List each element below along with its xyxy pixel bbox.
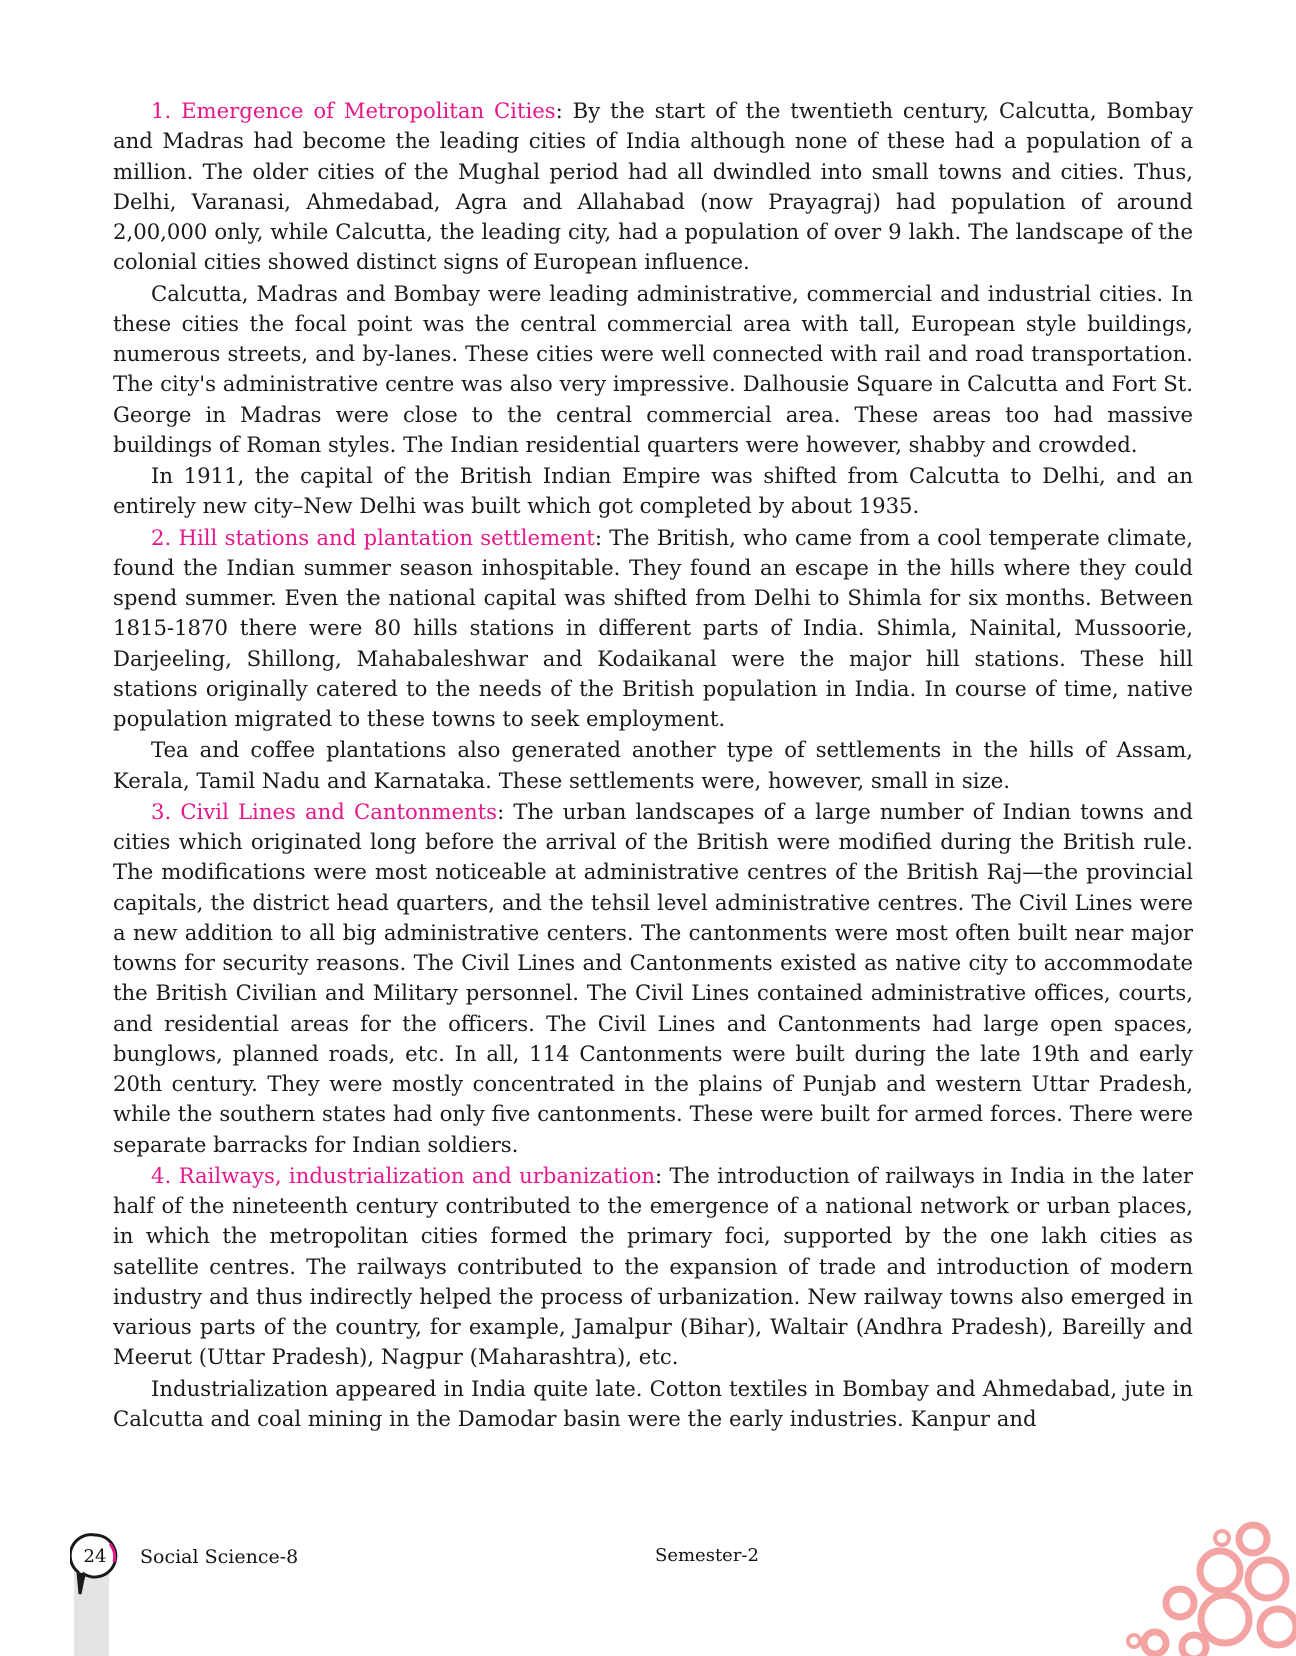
paragraph-6: [113, 797, 1193, 1160]
paragraph-text: Tea and coffee plantations also generated another type of settlements in the hills of Assam, Kerala, Tamil Nadu and Karnataka. These settlements were, however, small in size.: [113, 737, 1193, 793]
paragraph-3: [113, 461, 1193, 522]
section-heading-2: 2. Hill stations and plantation settlement: [151, 524, 595, 550]
section-heading-3: 3. Civil Lines and Cantonments: [151, 798, 498, 824]
paragraph-5: [113, 735, 1193, 796]
paragraph-text: Calcutta, Madras and Bombay were leading administrative, commercial and industrial cities. In these cities the focal point was the central commercial area with tall, European style buildings, numerous streets, and by-lanes. These cities were well connected with rail and road transportation. The city's administrative centre was also very impressive. Dalhousie Square in Calcutta and Fort St. George in Madras were close to the central commercial area. These areas too had massive buildings of Roman styles. The Indian residential quarters were however, shabby and crowded.: [113, 280, 1193, 457]
section-heading-4: 4. Railways, industrialization and urbanization: [151, 1162, 655, 1188]
page-body: [113, 96, 1193, 1435]
paragraph-1: [113, 96, 1193, 278]
paragraph-7: [113, 1161, 1193, 1373]
paragraph-text: : The introduction of railways in India in the later half of the nineteenth century contributed to the emergence of a national network or urban places, in which the metropolitan cities formed the primary foci, supported by the one lakh cities as satellite centres. The railways contributed to the expansion of trade and introduction of modern industry and thus indirectly helped the process of urbanization. New railway towns also emerged in various parts of the country, for example, Jamalpur (Bihar), Waltair (Andhra Pradesh), Bareilly and Meerut (Uttar Pradesh), Nagpur (Maharashtra), etc.: [113, 1162, 1194, 1370]
section-heading-1: 1. Emergence of Metropolitan Cities: [151, 98, 556, 123]
paragraph-text: : The British, who came from a cool temperate climate, found the Indian summer season inhospitable. They found an escape in the hills where they could spend summer. Even the national capital was shifted from Delhi to Shimla for six months. Between 1815-1870 there were 80 hills stations in different parts of India. Shimla, Nainital, Mussoorie, Darjeeling, Shillong, Mahabaleshwar and Kodaikanal were the major hill stations. These hill stations originally catered to the needs of the British population in India. In course of time, native population migrated to these towns to seek employment.: [113, 524, 1193, 731]
paragraph-text: : By the start of the twentieth century, Calcutta, Bombay and Madras had become the leading cities of India although none of these had a population of a million. The older cities of the Mughal period had all dwindled into small towns and cities. Thus, Delhi, Varanasi, Ahmedabad, Agra and Allahabad (now Prayagraj) had population of around 2,00,000 only, while Calcutta, the leading city, had a population of over 9 lakh. The landscape of the colonial cities showed distinct signs of European influence.: [113, 98, 1194, 275]
page-number: 24: [83, 1546, 107, 1567]
paragraph-2: [113, 279, 1193, 461]
footer-subject: Social Science-8: [140, 1546, 299, 1568]
paragraph-4: [113, 523, 1193, 735]
footer-semester: Semester-2: [655, 1545, 759, 1566]
paragraph-text: : The urban landscapes of a large number of Indian towns and cities which originated long before the arrival of the British were modified during the British rule. The modifications were most noticeable at administrative centres of the British Raj—the provincial capitals, the district head quarters, and the tehsil level administrative centres. The Civil Lines were a new addition to all big administrative centers. The cantonments were most often built near major towns for security reasons. The Civil Lines and Cantonments existed as native city to accommodate the British Civilian and Military personnel. The Civil Lines contained administrative offices, courts, and residential areas for the officers. The Civil Lines and Cantonments had large open spaces, bunglows, planned roads, etc. In all, 114 Cantonments were built during the late 19th and early 20th century. They were mostly concentrated in the plains of Punjab and western Uttar Pradesh, while the southern states had only five cantonments. These were built for armed forces. There were separate barracks for Indian soldiers.: [113, 798, 1193, 1157]
bubble-cluster-icon: [1120, 1515, 1296, 1656]
paragraph-text: Industrialization appeared in India quite late. Cotton textiles in Bombay and Ahmedabad, jute in Calcutta and coal mining in the Damodar basin were the early industries. Kanpur and: [113, 1375, 1193, 1431]
paragraph-8: [113, 1374, 1193, 1435]
paragraph-text: In 1911, the capital of the British Indian Empire was shifted from Calcutta to Delhi, and an entirely new city–New Delhi was built which got completed by about 1935.: [113, 463, 1193, 519]
